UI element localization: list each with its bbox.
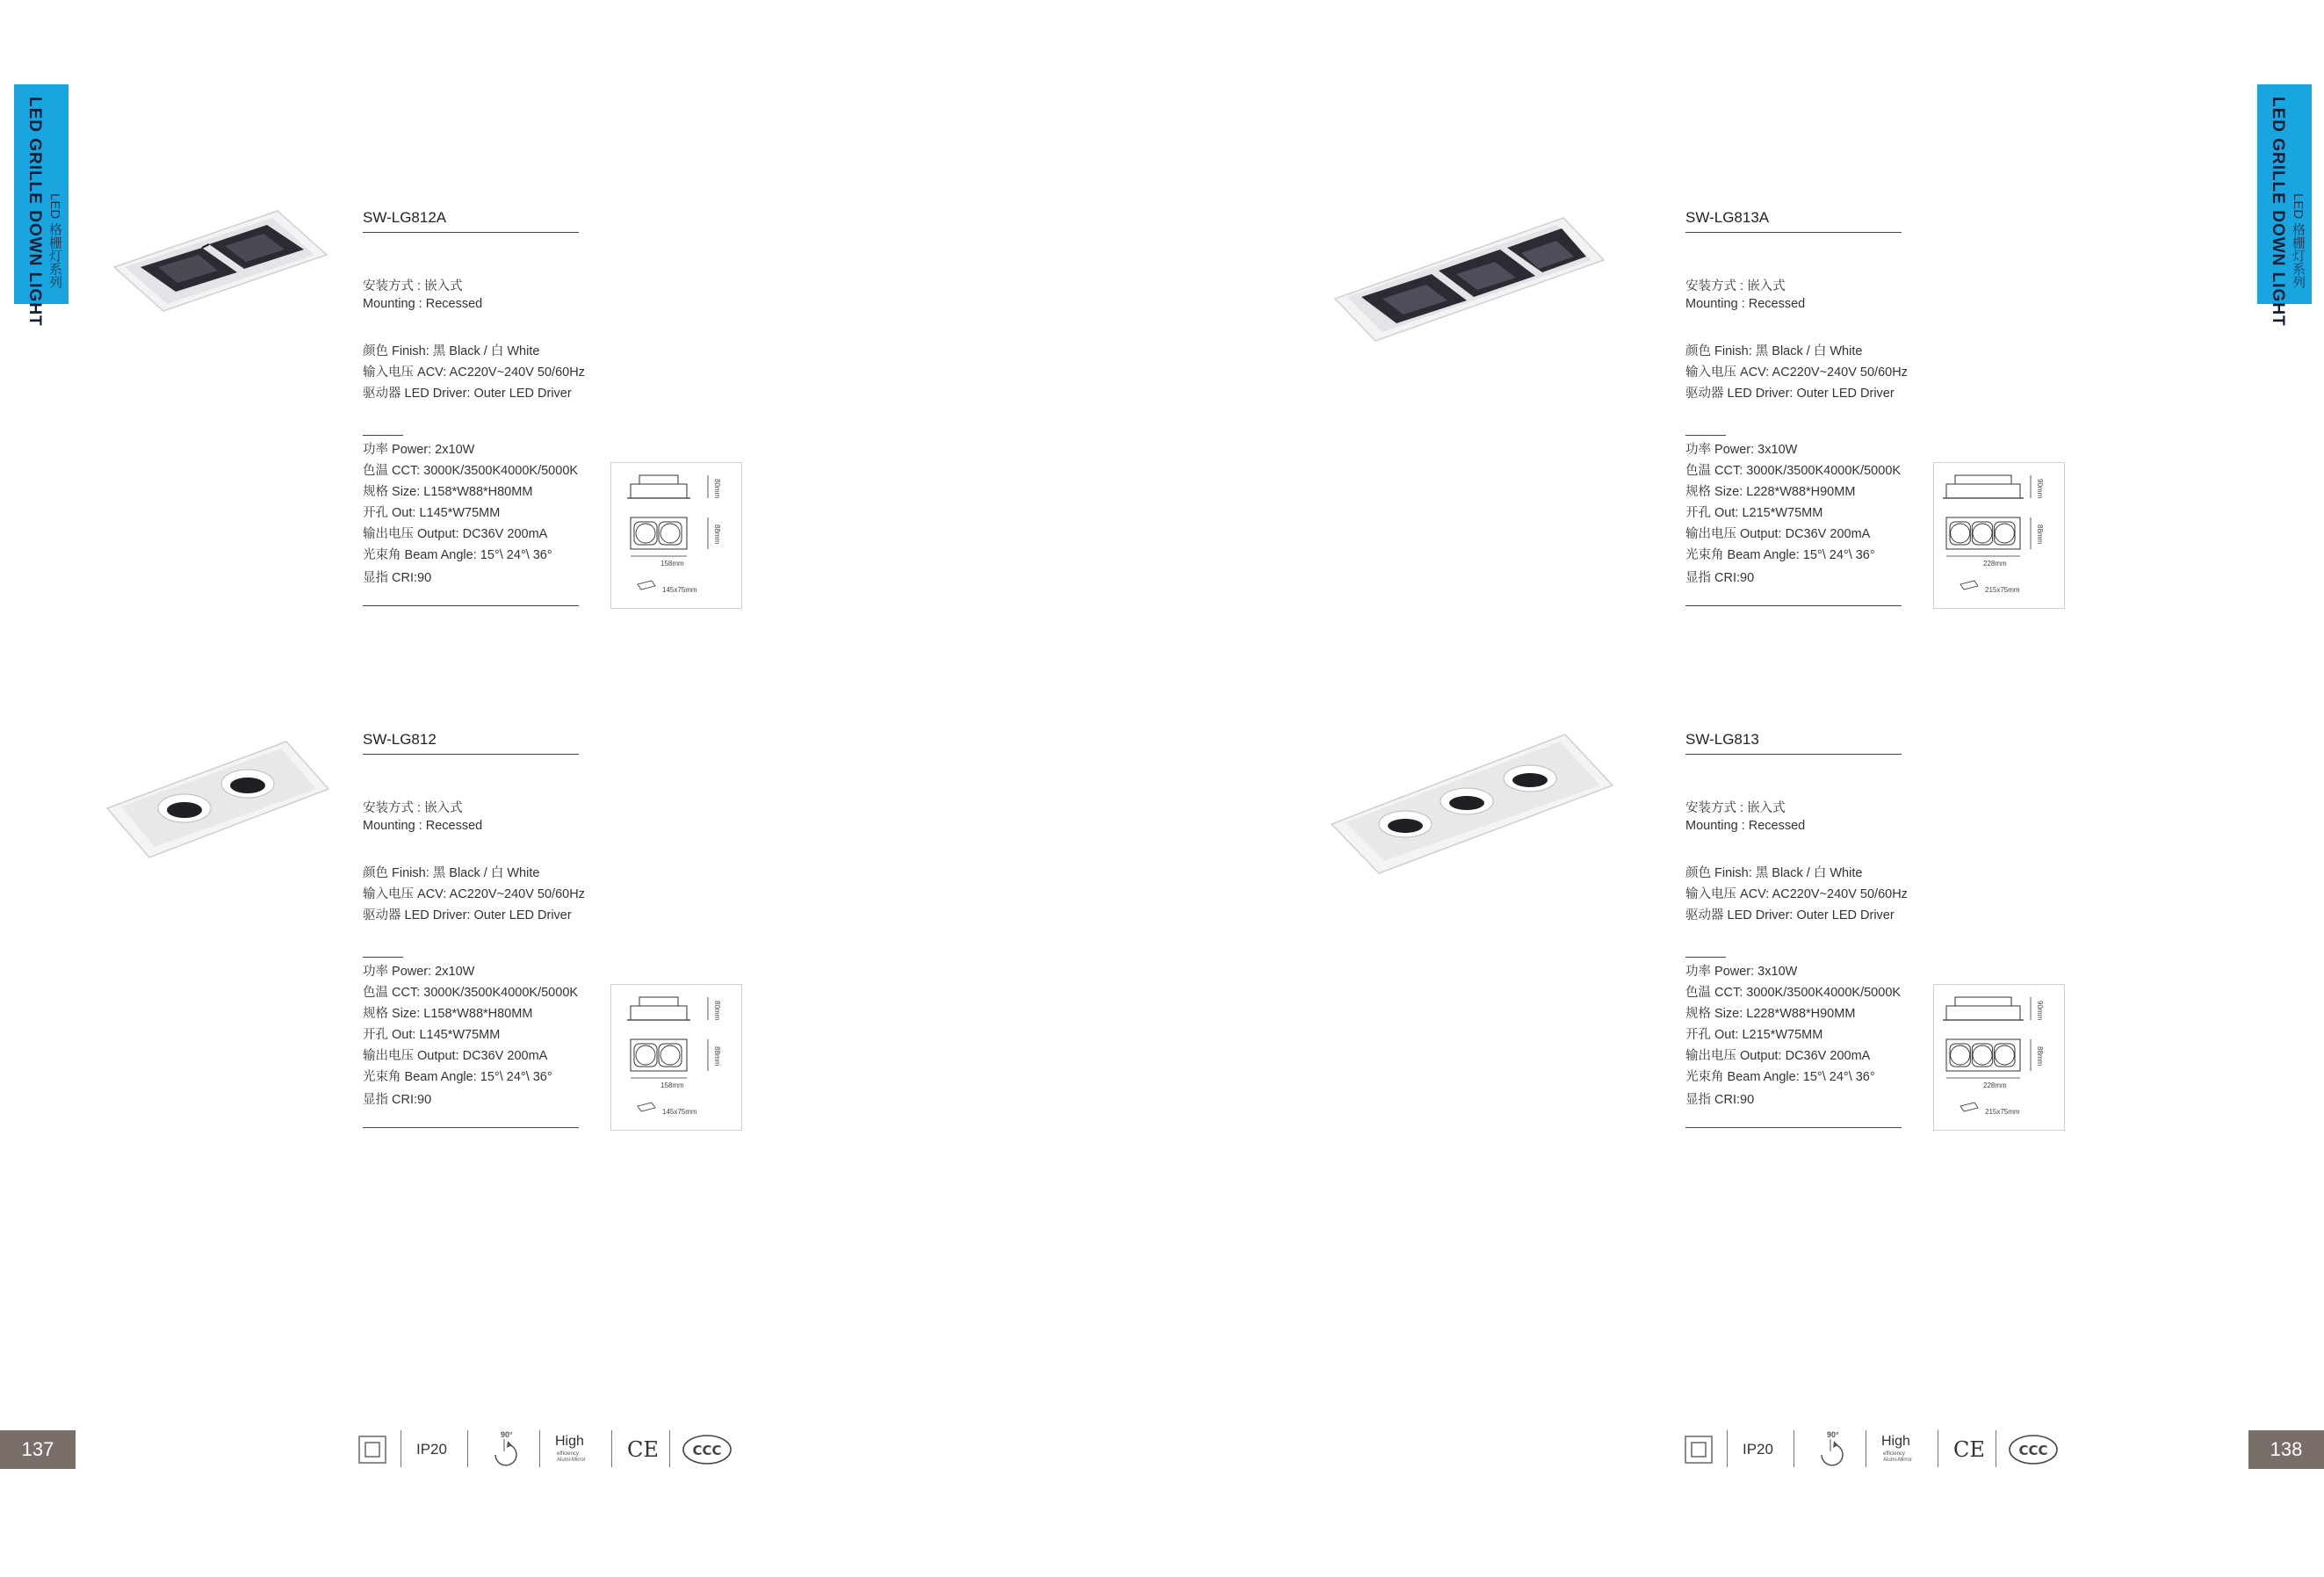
beam-angle: 光束角 Beam Angle: 15°\ 24°\ 36° — [1685, 548, 1875, 562]
divider — [1685, 1127, 1902, 1128]
divider — [363, 1127, 579, 1128]
length-label: 228mm — [1983, 560, 2007, 568]
rotation-angle: 90° — [501, 1430, 513, 1439]
mounting-en: Mounting : Recessed — [363, 819, 483, 833]
cutout-label: 215x75mm — [1985, 586, 2020, 594]
cct: 色温 CCT: 3000K/3500K4000K/5000K — [1685, 986, 1902, 1000]
cutout-label: 145x75mm — [662, 1108, 697, 1116]
recessed-square-icon — [1685, 1436, 1713, 1464]
lamp-image-lg812a — [105, 204, 334, 318]
ccc-mark-icon — [682, 1434, 733, 1465]
separator — [669, 1430, 670, 1467]
mounting-cn: 安装方式 : 嵌入式 — [363, 279, 463, 293]
divider — [1685, 754, 1902, 755]
height-label: 80mm — [713, 479, 721, 499]
separator — [467, 1430, 468, 1467]
cri: 显指 CRI:90 — [1685, 571, 1755, 585]
output: 输出电压 Output: DC36V 200mA — [363, 1049, 548, 1063]
product-sw-lg813 — [1685, 731, 2324, 1223]
mounting-cn: 安装方式 : 嵌入式 — [1685, 801, 1786, 815]
divider — [363, 754, 579, 755]
beam-angle: 光束角 Beam Angle: 15°\ 24°\ 36° — [1685, 1070, 1875, 1084]
dimension-drawing — [1933, 984, 2065, 1131]
side-tab-title: LED GRILLE DOWN LIGHT — [2269, 97, 2287, 327]
output: 输出电压 Output: DC36V 200mA — [1685, 527, 1871, 541]
page-number-left: 137 — [0, 1430, 76, 1469]
mounting-en: Mounting : Recessed — [363, 297, 483, 311]
product-model: SW-LG813A — [1685, 209, 1770, 226]
ce-mark-icon: CE — [1953, 1437, 1985, 1462]
side-tab-subtitle: LED 格栅灯系列 — [47, 193, 62, 289]
driver: 驱动器 LED Driver: Outer LED Driver — [1685, 908, 1895, 922]
size: 规格 Size: L228*W88*H90MM — [1685, 1007, 1856, 1021]
high-efficiency-label: High — [1881, 1434, 1910, 1449]
side-tab-left — [14, 84, 69, 327]
output: 输出电压 Output: DC36V 200mA — [1685, 1049, 1871, 1063]
separator — [1727, 1430, 1728, 1467]
divider-short — [363, 957, 403, 958]
product-model: SW-LG812A — [363, 209, 447, 226]
width-label: 88mm — [2036, 524, 2044, 545]
ip-rating: IP20 — [1743, 1441, 1773, 1458]
length-label: 158mm — [660, 1081, 684, 1089]
side-tab-subtitle: LED 格栅灯系列 — [2291, 193, 2306, 289]
beam-angle: 光束角 Beam Angle: 15°\ 24°\ 36° — [363, 548, 552, 562]
cri: 显指 CRI:90 — [363, 571, 432, 585]
recessed-square-icon — [358, 1436, 386, 1464]
rotation-angle: 90° — [1827, 1430, 1839, 1439]
divider — [1685, 605, 1902, 606]
certification-icons-left — [358, 1427, 736, 1471]
dimension-drawing — [610, 462, 742, 609]
output: 输出电压 Output: DC36V 200mA — [363, 527, 548, 541]
ccc-text: CCC — [2018, 1443, 2048, 1458]
mounting-en: Mounting : Recessed — [1685, 297, 1806, 311]
size: 规格 Size: L228*W88*H90MM — [1685, 485, 1856, 499]
cutout: 开孔 Out: L215*W75MM — [1685, 506, 1823, 520]
finish: 颜色 Finish: 黑 Black / 白 White — [1685, 866, 1863, 880]
ccc-text: CCC — [692, 1443, 722, 1458]
side-tab-title: LED GRILLE DOWN LIGHT — [25, 97, 44, 327]
mounting-cn: 安装方式 : 嵌入式 — [1685, 279, 1786, 293]
cri: 显指 CRI:90 — [1685, 1093, 1755, 1107]
high-efficiency-label: High — [555, 1434, 584, 1449]
ccc-mark-icon — [2008, 1434, 2059, 1465]
length-label: 228mm — [1983, 1081, 2007, 1089]
divider-short — [1685, 435, 1726, 436]
cutout: 开孔 Out: L145*W75MM — [363, 1028, 501, 1042]
width-label: 88mm — [2036, 1046, 2044, 1067]
high-efficiency-sub: efficiency — [557, 1451, 579, 1457]
divider-short — [1685, 957, 1726, 958]
power: 功率 Power: 3x10W — [1685, 443, 1798, 457]
height-label: 90mm — [2036, 479, 2044, 499]
cutout-label: 145x75mm — [662, 586, 697, 594]
certification-icons-right — [1685, 1427, 2062, 1471]
width-label: 88mm — [713, 524, 721, 545]
mounting-en: Mounting : Recessed — [1685, 819, 1806, 833]
power: 功率 Power: 2x10W — [363, 965, 475, 979]
lamp-image-lg813a — [1326, 207, 1607, 348]
ce-mark-icon: CE — [627, 1437, 659, 1462]
finish: 颜色 Finish: 黑 Black / 白 White — [363, 344, 540, 358]
power: 功率 Power: 3x10W — [1685, 965, 1798, 979]
product-model: SW-LG813 — [1685, 731, 1759, 748]
cct: 色温 CCT: 3000K/3500K4000K/5000K — [363, 464, 579, 478]
separator — [611, 1430, 612, 1467]
high-efficiency-sub: efficiency — [1883, 1451, 1905, 1457]
driver: 驱动器 LED Driver: Outer LED Driver — [363, 908, 572, 922]
size: 规格 Size: L158*W88*H80MM — [363, 1007, 533, 1021]
alumi-mirror-sub: Alumi-Mirror — [1883, 1458, 1912, 1463]
driver: 驱动器 LED Driver: Outer LED Driver — [363, 387, 572, 401]
height-label: 80mm — [713, 1001, 721, 1021]
finish: 颜色 Finish: 黑 Black / 白 White — [1685, 344, 1863, 358]
cutout: 开孔 Out: L145*W75MM — [363, 506, 501, 520]
page-number-right: 138 — [2248, 1430, 2324, 1469]
input-voltage: 输入电压 ACV: AC220V~240V 50/60Hz — [1685, 365, 1908, 380]
product-sw-lg812 — [363, 731, 1136, 1223]
separator — [539, 1430, 540, 1467]
size: 规格 Size: L158*W88*H80MM — [363, 485, 533, 499]
input-voltage: 输入电压 ACV: AC220V~240V 50/60Hz — [1685, 887, 1908, 901]
product-model: SW-LG812 — [363, 731, 437, 748]
ip-rating: IP20 — [416, 1441, 447, 1458]
mounting-cn: 安装方式 : 嵌入式 — [363, 801, 463, 815]
input-voltage: 输入电压 ACV: AC220V~240V 50/60Hz — [363, 887, 585, 901]
product-sw-lg812a — [363, 209, 1136, 701]
product-sw-lg813a — [1685, 209, 2324, 701]
divider-short — [363, 435, 403, 436]
cri: 显指 CRI:90 — [363, 1093, 432, 1107]
driver: 驱动器 LED Driver: Outer LED Driver — [1685, 387, 1895, 401]
cutout: 开孔 Out: L215*W75MM — [1685, 1028, 1823, 1042]
cct: 色温 CCT: 3000K/3500K4000K/5000K — [1685, 464, 1902, 478]
lamp-image-lg812 — [102, 734, 334, 863]
dimension-drawing — [1933, 462, 2065, 609]
height-label: 90mm — [2036, 1001, 2044, 1021]
lamp-image-lg813 — [1326, 727, 1616, 877]
input-voltage: 输入电压 ACV: AC220V~240V 50/60Hz — [363, 365, 585, 380]
beam-angle: 光束角 Beam Angle: 15°\ 24°\ 36° — [363, 1070, 552, 1084]
divider — [363, 232, 579, 233]
dimension-drawing — [610, 984, 742, 1131]
width-label: 88mm — [713, 1046, 721, 1067]
power: 功率 Power: 2x10W — [363, 443, 475, 457]
divider — [363, 605, 579, 606]
cutout-label: 215x75mm — [1985, 1108, 2020, 1116]
alumi-mirror-sub: Alumi-Mirror — [557, 1458, 586, 1463]
cct: 色温 CCT: 3000K/3500K4000K/5000K — [363, 986, 579, 1000]
length-label: 158mm — [660, 560, 684, 568]
finish: 颜色 Finish: 黑 Black / 白 White — [363, 866, 540, 880]
divider — [1685, 232, 1902, 233]
